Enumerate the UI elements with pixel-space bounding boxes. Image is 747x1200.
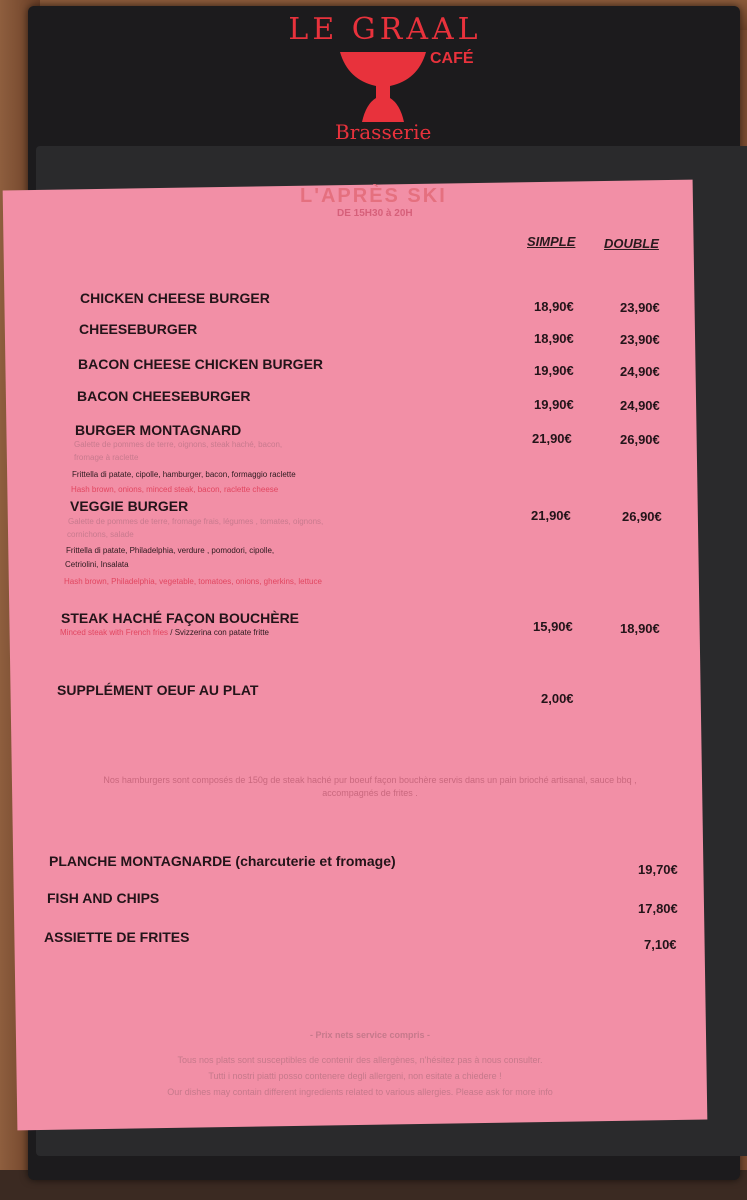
burger-note: Nos hamburgers sont composés de 150g de steak haché pur boeuf façon bouchère servis dans un pain brioché artisanal, sauce bbq ,: [103, 775, 637, 785]
item-name: BACON CHEESE CHICKEN BURGER: [78, 356, 324, 372]
price-double: 26,90€: [622, 509, 662, 524]
price-double: 24,90€: [620, 398, 660, 413]
description-fr-2: fromage à raclette: [74, 453, 139, 462]
description-it: / Svizzerina con patate fritte: [168, 628, 269, 637]
menu-title: L'APRÈS SKI: [300, 185, 447, 207]
item-name: CHEESEBURGER: [79, 321, 198, 337]
item-name: STEAK HACHÉ FAÇON BOUCHÈRE: [61, 610, 300, 626]
grail-cup-icon: [338, 50, 428, 128]
description-fr-2: cornichons, salade: [67, 530, 134, 539]
description-it: Frittella di patate, cipolle, hamburger, bacon, formaggio raclette: [72, 470, 296, 479]
item-name: PLANCHE MONTAGNARDE (charcuterie et fromage): [49, 853, 396, 869]
item-name: FISH AND CHIPS: [47, 890, 160, 906]
supplement-price: 2,00€: [541, 691, 574, 706]
description-it: Frittella di patate, Philadelphia, verdure , pomodori, cipolle,: [66, 546, 275, 555]
item-name: BURGER MONTAGNARD: [75, 422, 242, 438]
supplement-name: SUPPLÉMENT OEUF AU PLAT: [57, 682, 259, 698]
column-simple: SIMPLE: [527, 234, 576, 249]
service-hours: DE 15H30 à 20H: [337, 208, 413, 219]
footer-allergen-it: Tutti i nostri piatti posso contenere degli allergeni, non esitate a chiedere !: [208, 1071, 502, 1081]
price-simple: 15,90€: [533, 619, 573, 634]
description-it-2: Cetriolini, Insalata: [65, 560, 129, 569]
price-simple: 19,90€: [534, 397, 574, 412]
footer-allergen-fr: Tous nos plats sont susceptibles de contenir des allergènes, n'hésitez pas à nous consulter.: [177, 1055, 543, 1065]
footer-allergen-en: Our dishes may contain different ingredients related to various allergies. Please ask for more info: [167, 1087, 553, 1097]
price-double: 24,90€: [620, 364, 660, 379]
price-double: 23,90€: [620, 332, 660, 347]
description-en: Hash brown, Philadelphia, vegetable, tomatoes, onions, gherkins, lettuce: [64, 577, 322, 586]
description-en: Minced steak with French fries: [60, 628, 169, 637]
footer-prices: - Prix nets service compris -: [309, 1030, 431, 1040]
item-name: ASSIETTE DE FRITES: [44, 929, 190, 945]
description-line: [60, 628, 269, 637]
logo-cafe: CAFÉ: [430, 50, 474, 67]
item-name: CHICKEN CHEESE BURGER: [80, 290, 270, 306]
item-name: VEGGIE BURGER: [70, 498, 189, 514]
burger-note-2: accompagnés de frites .: [322, 788, 418, 798]
logo-brasserie: Brasserie: [335, 120, 432, 144]
price-simple: 19,90€: [534, 363, 574, 378]
price-double: 18,90€: [620, 621, 660, 636]
item-name: BACON CHEESEBURGER: [77, 388, 251, 404]
price-simple: 21,90€: [531, 508, 571, 523]
description-fr: Galette de pommes de terre, oignons, steak haché, bacon,: [74, 440, 283, 449]
price-simple: 18,90€: [534, 331, 574, 346]
column-double: DOUBLE: [604, 236, 659, 251]
logo-title: LE GRAAL: [288, 12, 482, 47]
price-double: 26,90€: [620, 432, 660, 447]
description-fr: Galette de pommes de terre, fromage frais, légumes , tomates, oignons,: [68, 517, 324, 526]
description-en: Hash brown, onions, minced steak, bacon, raclette cheese: [71, 485, 279, 494]
price-simple: 18,90€: [534, 299, 574, 314]
item-price: 17,80€: [638, 901, 678, 916]
item-price: 7,10€: [644, 937, 677, 952]
price-double: 23,90€: [620, 300, 660, 315]
item-price: 19,70€: [638, 862, 678, 877]
price-simple: 21,90€: [532, 431, 572, 446]
